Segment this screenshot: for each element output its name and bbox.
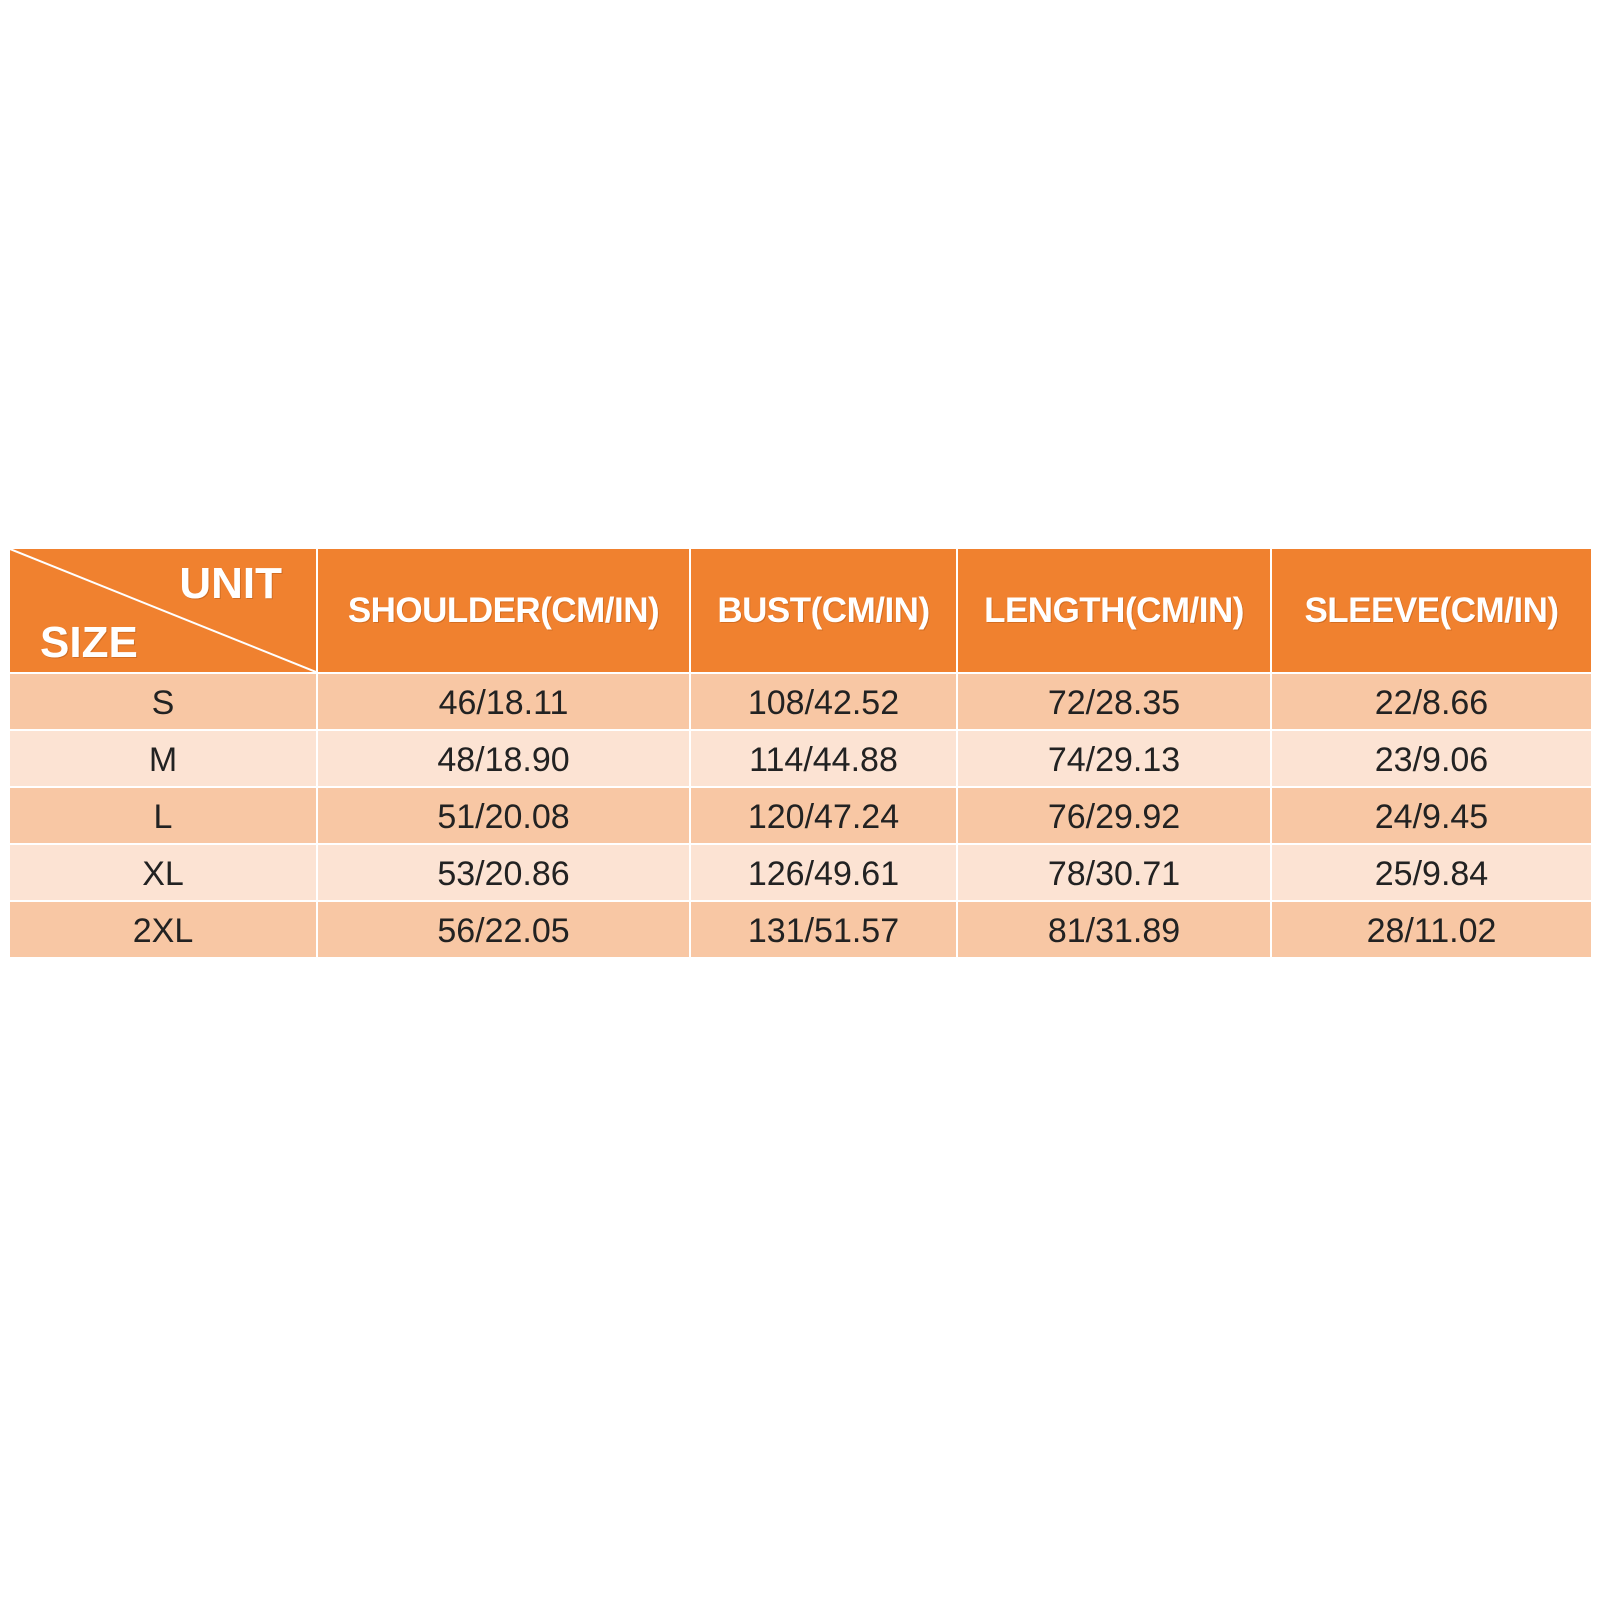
cell-2xl-bust: 131/51.57 — [691, 902, 956, 957]
cell-xl-sleeve: 25/9.84 — [1272, 845, 1591, 900]
cell-2xl-sleeve: 28/11.02 — [1272, 902, 1591, 957]
cell-xl-bust: 126/49.61 — [691, 845, 956, 900]
cell-s-shoulder: 46/18.11 — [318, 674, 689, 729]
column-header-bust: BUST(CM/IN) — [691, 549, 956, 672]
row-size-s: S — [10, 674, 316, 729]
size-label: SIZE — [40, 618, 138, 667]
cell-m-sleeve: 23/9.06 — [1272, 731, 1591, 786]
cell-l-shoulder: 51/20.08 — [318, 788, 689, 843]
cell-2xl-length: 81/31.89 — [958, 902, 1270, 957]
row-size-l: L — [10, 788, 316, 843]
cell-m-bust: 114/44.88 — [691, 731, 956, 786]
column-header-length: LENGTH(CM/IN) — [958, 549, 1270, 672]
cell-xl-shoulder: 53/20.86 — [318, 845, 689, 900]
cell-2xl-shoulder: 56/22.05 — [318, 902, 689, 957]
cell-m-length: 74/29.13 — [958, 731, 1270, 786]
cell-s-length: 72/28.35 — [958, 674, 1270, 729]
cell-xl-length: 78/30.71 — [958, 845, 1270, 900]
row-size-2xl: 2XL — [10, 902, 316, 957]
cell-m-shoulder: 48/18.90 — [318, 731, 689, 786]
unit-label: UNIT — [179, 559, 282, 608]
corner-header-cell — [10, 549, 316, 672]
cell-l-length: 76/29.92 — [958, 788, 1270, 843]
column-header-shoulder: SHOULDER(CM/IN) — [318, 549, 689, 672]
row-size-m: M — [10, 731, 316, 786]
row-size-xl: XL — [10, 845, 316, 900]
cell-l-bust: 120/47.24 — [691, 788, 956, 843]
cell-s-bust: 108/42.52 — [691, 674, 956, 729]
cell-s-sleeve: 22/8.66 — [1272, 674, 1591, 729]
cell-l-sleeve: 24/9.45 — [1272, 788, 1591, 843]
size-chart-table — [10, 549, 1591, 957]
column-header-sleeve: SLEEVE(CM/IN) — [1272, 549, 1591, 672]
